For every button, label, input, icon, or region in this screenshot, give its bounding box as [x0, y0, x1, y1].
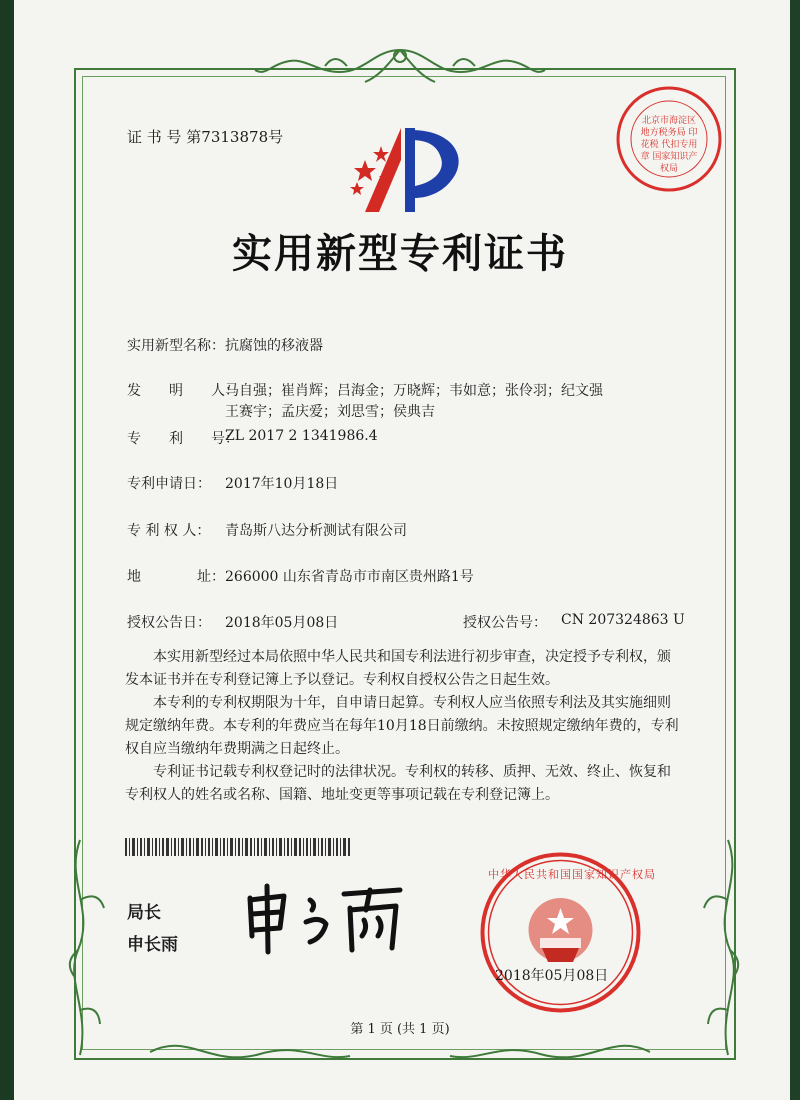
grant-number-label: 授权公告号： — [463, 615, 547, 631]
patent-number-value: ZL 2017 2 1341986.4 — [225, 428, 378, 444]
paragraph-grant — [125, 646, 681, 692]
application-date-value: 2017年10月18日 — [225, 476, 339, 492]
grant-number-value: CN 207324863 U — [561, 612, 685, 628]
page-footer: 第 1 页 (共 1 页) — [350, 1022, 450, 1037]
paragraph-grant-text: 本实用新型经过本局依照中华人民共和国专利法进行初步审查，决定授予专利权，颁发本证书并在专利登记簿上予以登记。专利权自授权公告之日起生效。 — [125, 649, 671, 688]
director-title: 局长 — [127, 903, 161, 923]
scan-edge-right — [790, 0, 800, 1100]
inventor-line-2: 王赛宇；孟庆爱；刘思雪；侯典吉 — [225, 404, 435, 420]
name-value: 抗腐蚀的移液器 — [225, 338, 323, 354]
paragraph-term — [125, 692, 681, 761]
address-value: 266000 山东省青岛市市南区贵州路1号 — [225, 569, 474, 585]
paragraph-term-text: 本专利的专利权期限为十年，自申请日起算。专利权人应当依照专利法及其实施细则规定缴纳年费。本专利的年费应当在每年10月18日前缴纳。未按照规定缴纳年费的，专利权自应当缴纳年费期满之日起终止。 — [125, 695, 679, 757]
handwritten-signature-icon — [240, 878, 420, 958]
inventor-line-1: 马自强；崔肖辉；吕海金；万晓辉；韦如意；张伶羽；纪文强 — [225, 383, 603, 399]
inventor-label: 发 明 人： — [127, 383, 239, 399]
certificate-number: 证 书 号 第7313878号 — [127, 128, 284, 146]
certificate-title: 实用新型专利证书 — [232, 230, 568, 277]
seal-arc-text: 中华人民共和国国家知识产权局 — [488, 868, 656, 881]
paragraph-legal-status-text: 专利证书记载专利权登记时的法律状况。专利权的转移、质押、无效、终止、恢复和专利权人的姓名或名称、国籍、地址变更等事项记载在专利登记簿上。 — [125, 764, 671, 803]
top-ornament-icon — [255, 42, 545, 92]
scan-edge-left — [0, 0, 14, 1100]
grant-date-label: 授权公告日： — [127, 615, 211, 631]
paragraph-legal-status — [125, 761, 681, 807]
owner-value: 青岛斯八达分析测试有限公司 — [225, 523, 407, 539]
application-date-label: 专利申请日： — [127, 476, 211, 492]
patent-number-label: 专 利 号： — [127, 431, 239, 447]
grant-date-value: 2018年05月08日 — [225, 615, 339, 631]
owner-label: 专 利 权 人： — [127, 523, 211, 539]
name-label: 实用新型名称： — [127, 338, 225, 354]
barcode-icon — [125, 838, 350, 856]
tax-stamp — [615, 85, 723, 193]
national-ip-office-seal — [478, 850, 656, 1015]
seal-date: 2018年05月08日 — [495, 968, 609, 984]
director-name: 申长雨 — [127, 935, 178, 955]
tax-stamp-text: 北京市海淀区地方税务局 印花税 代扣专用章 国家知识产权局 — [640, 116, 698, 174]
patent-office-logo-icon — [345, 120, 475, 220]
bottom-ornament-icon — [150, 1032, 650, 1072]
address-label: 地 址： — [127, 569, 225, 585]
